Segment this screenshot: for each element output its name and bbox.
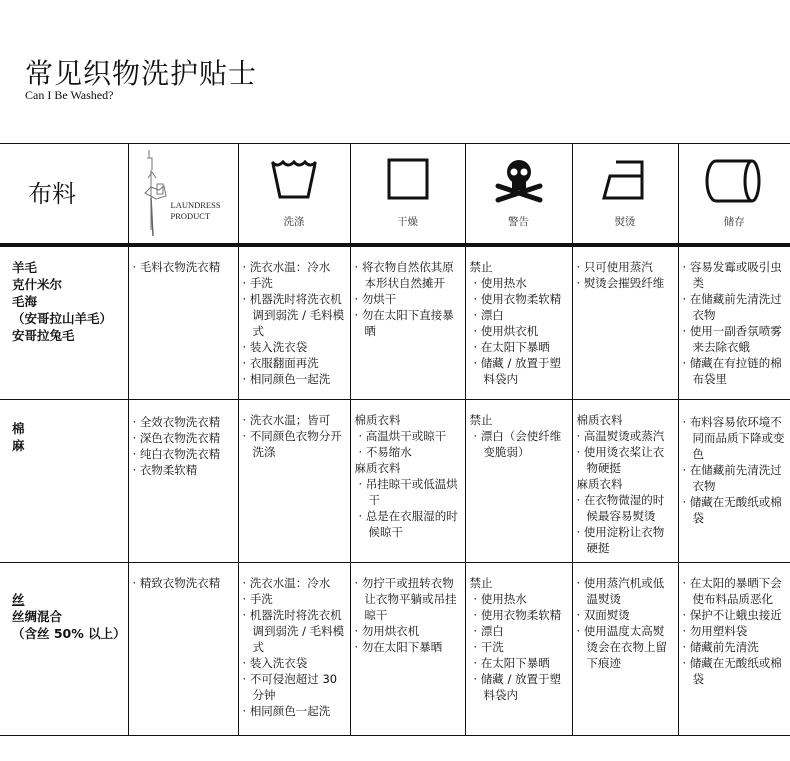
skull-crossbones-icon bbox=[494, 158, 544, 204]
wash-cell bbox=[238, 245, 350, 399]
dry-cell bbox=[350, 562, 465, 735]
list-item: · 储藏前先清洗 bbox=[683, 639, 787, 655]
list-item: · 保护不让蛾虫接近 bbox=[683, 607, 787, 623]
fabric-name: 丝 bbox=[12, 591, 25, 607]
list-item: · 使用衣物柔软精 bbox=[474, 607, 568, 623]
list-item: · 使用衣物柔软精 bbox=[474, 291, 568, 307]
list-item: · 衣服翻面再洗 bbox=[243, 355, 346, 371]
list-item: · 在太阳下暴晒 bbox=[474, 339, 568, 355]
dry-label: 干燥 bbox=[397, 216, 418, 228]
page-title: 常见织物洗护贴士 bbox=[25, 57, 258, 90]
list-item: · 洗衣水温；皆可 bbox=[243, 412, 346, 428]
list-item: · 洗衣水温：冷水 bbox=[243, 575, 346, 591]
warning-cell bbox=[465, 245, 572, 399]
fabric-name: 羊毛 bbox=[12, 260, 38, 275]
laundress-bottle-icon bbox=[141, 148, 171, 238]
list-item: · 使用一副香氛喷雾来去除衣蛾 bbox=[683, 323, 787, 355]
product-header-line2: PRODUCT bbox=[170, 211, 211, 221]
list-item: · 勿用塑料袋 bbox=[683, 623, 787, 639]
wash-cell bbox=[238, 399, 350, 562]
list-item: · 相同颜色一起洗 bbox=[243, 703, 346, 719]
product-cell bbox=[128, 399, 238, 562]
list-item: · 储藏在有拉链的棉布袋里 bbox=[683, 355, 787, 387]
list-item: · 漂白（会使纤维变脆弱） bbox=[474, 428, 568, 460]
list-item: · 在太阳的暴晒下会使布料品质恶化 bbox=[683, 575, 787, 607]
list-item: · 使用温度太高熨烫会在衣物上留下痕迹 bbox=[577, 623, 674, 671]
warning-title: 禁止 bbox=[469, 260, 493, 274]
list-item: · 不可侵泡超过 30 分钟 bbox=[243, 671, 346, 703]
storage-cell bbox=[678, 245, 790, 399]
table-row-wool bbox=[0, 245, 790, 399]
table-row-silk bbox=[0, 562, 790, 735]
warning-title: 禁止 bbox=[469, 412, 493, 427]
fabric-name: 安哥拉兔毛 bbox=[12, 328, 75, 343]
list-item: · 容易发霉或吸引虫类 bbox=[683, 259, 787, 291]
list-item: · 将衣物自然依其原本形状自然摊开 bbox=[355, 259, 461, 291]
storage-label: 储存 bbox=[723, 216, 745, 228]
list-item: · 勿拧干或扭转衣物让衣物平躺或吊挂晾干 bbox=[355, 575, 461, 623]
list-item: · 洗衣水温：冷水 bbox=[243, 259, 346, 275]
wash-label: 洗涤 bbox=[283, 216, 305, 228]
list-item: · 全效衣物洗衣精 bbox=[133, 414, 234, 430]
iron-cell bbox=[572, 399, 678, 562]
list-item: · 熨烫会摧毁纤维 bbox=[577, 275, 674, 291]
list-item: · 深色衣物洗衣精 bbox=[133, 430, 234, 446]
list-item: · 装入洗衣袋 bbox=[243, 339, 346, 355]
list-item: · 使用烫衣桨让衣物硬挺 bbox=[577, 444, 674, 476]
table-row-cotton-linen bbox=[0, 399, 790, 562]
list-item: · 勿烘干 bbox=[355, 291, 461, 307]
list-item: · 储藏在无酸纸或棉袋 bbox=[683, 494, 787, 526]
list-item: · 只可使用蒸汽 bbox=[577, 259, 674, 275]
fabric-name: 毛海 bbox=[12, 294, 38, 309]
list-item: · 装入洗衣袋 bbox=[243, 655, 346, 671]
list-item: · 高温烘干或晾干 bbox=[359, 428, 461, 444]
list-item: · 使用热水 bbox=[474, 275, 568, 291]
storage-cylinder-icon bbox=[704, 158, 764, 204]
list-item: · 相同颜色一起洗 bbox=[243, 371, 346, 387]
fabric-name: 丝绸混合 bbox=[12, 608, 63, 624]
list-item: · 储藏 / 放置于塑料袋内 bbox=[474, 671, 568, 703]
fabric-header: 布料 bbox=[0, 144, 128, 246]
list-item: · 在储藏前先清洗过衣物 bbox=[683, 291, 787, 323]
fabric-name: 麻 bbox=[12, 437, 25, 453]
list-item: · 使用烘衣机 bbox=[474, 323, 568, 339]
iron-icon bbox=[600, 158, 650, 202]
storage-cell bbox=[678, 399, 790, 562]
list-item: · 精致衣物洗衣精 bbox=[133, 575, 234, 591]
list-item: · 使用蒸汽机或低温熨烫 bbox=[577, 575, 674, 607]
list-item: · 漂白 bbox=[474, 623, 568, 639]
iron-label: 熨烫 bbox=[614, 216, 636, 228]
list-item: · 手洗 bbox=[243, 591, 346, 607]
list-item: · 使用热水 bbox=[474, 591, 568, 607]
list-item: · 纯白衣物洗衣精 bbox=[133, 446, 234, 462]
storage-header bbox=[678, 144, 790, 246]
group-title: 棉质衣料 bbox=[576, 412, 623, 427]
product-header-line1: LAUNDRESS bbox=[170, 200, 221, 210]
list-item: · 不同颜色衣物分开洗涤 bbox=[243, 428, 346, 460]
tumble-dry-square-icon bbox=[387, 158, 429, 200]
list-item: · 双面熨烫 bbox=[577, 607, 674, 623]
fabric-cell bbox=[0, 562, 128, 735]
list-item: · 手洗 bbox=[243, 275, 346, 291]
list-item: · 衣物柔软精 bbox=[133, 462, 234, 478]
warning-label: 警告 bbox=[508, 216, 529, 228]
group-title: 麻质衣料 bbox=[354, 460, 401, 475]
fabric-name: （含丝 50% 以上） bbox=[12, 625, 126, 641]
iron-header bbox=[572, 144, 678, 246]
warning-cell bbox=[465, 562, 572, 735]
fabric-cell bbox=[0, 399, 128, 562]
product-header bbox=[128, 144, 238, 246]
wash-tub-icon bbox=[269, 158, 319, 200]
list-item: · 勿在太阳下直接暴晒 bbox=[355, 307, 461, 339]
warning-cell bbox=[465, 399, 572, 562]
fabric-name: 棉 bbox=[12, 420, 25, 436]
warning-title: 禁止 bbox=[469, 575, 493, 590]
care-table bbox=[0, 143, 790, 736]
fabric-name: （安哥拉山羊毛） bbox=[12, 311, 113, 326]
list-item: · 漂白 bbox=[474, 307, 568, 323]
storage-cell bbox=[678, 562, 790, 735]
iron-cell bbox=[572, 562, 678, 735]
list-item: · 使用淀粉让衣物硬挺 bbox=[577, 524, 674, 556]
product-cell bbox=[128, 245, 238, 399]
dry-cell bbox=[350, 399, 465, 562]
list-item: · 机器洗时将洗衣机调到弱洗 / 毛料模式 bbox=[243, 291, 346, 339]
dry-header bbox=[350, 144, 465, 246]
fabric-name: 克什米尔 bbox=[12, 277, 63, 292]
list-item: · 干洗 bbox=[474, 639, 568, 655]
group-title: 麻质衣料 bbox=[576, 476, 623, 491]
list-item: · 在衣物微湿的时候最容易熨烫 bbox=[577, 492, 674, 524]
fabric-cell bbox=[0, 245, 128, 399]
list-item: · 储藏 / 放置于塑料袋内 bbox=[474, 355, 568, 387]
list-item: · 总是在衣服湿的时候晾干 bbox=[359, 508, 461, 540]
group-title: 棉质衣料 bbox=[354, 412, 401, 427]
list-item: · 吊挂晾干或低温烘干 bbox=[359, 476, 461, 508]
list-item: · 在太阳下暴晒 bbox=[474, 655, 568, 671]
iron-cell bbox=[572, 245, 678, 399]
list-item: · 机器洗时将洗衣机调到弱洗 / 毛料模式 bbox=[243, 607, 346, 655]
wash-cell bbox=[238, 562, 350, 735]
warning-header bbox=[465, 144, 572, 246]
page-subtitle: Can I Be Washed? bbox=[25, 88, 114, 102]
list-item: · 布料容易依环境不同而品质下降或变色 bbox=[683, 414, 787, 462]
list-item: · 在储藏前先清洗过衣物 bbox=[683, 462, 787, 494]
list-item: · 毛料衣物洗衣精 bbox=[133, 259, 234, 275]
list-item: · 勿在太阳下暴晒 bbox=[355, 639, 461, 655]
list-item: · 高温熨烫或蒸汽 bbox=[577, 428, 674, 444]
dry-cell bbox=[350, 245, 465, 399]
list-item: · 不易缩水 bbox=[359, 444, 461, 460]
product-cell bbox=[128, 562, 238, 735]
list-item: · 勿用烘衣机 bbox=[355, 623, 461, 639]
wash-header bbox=[238, 144, 350, 246]
list-item: · 储藏在无酸纸或棉袋 bbox=[683, 655, 787, 687]
header-row bbox=[0, 144, 790, 246]
